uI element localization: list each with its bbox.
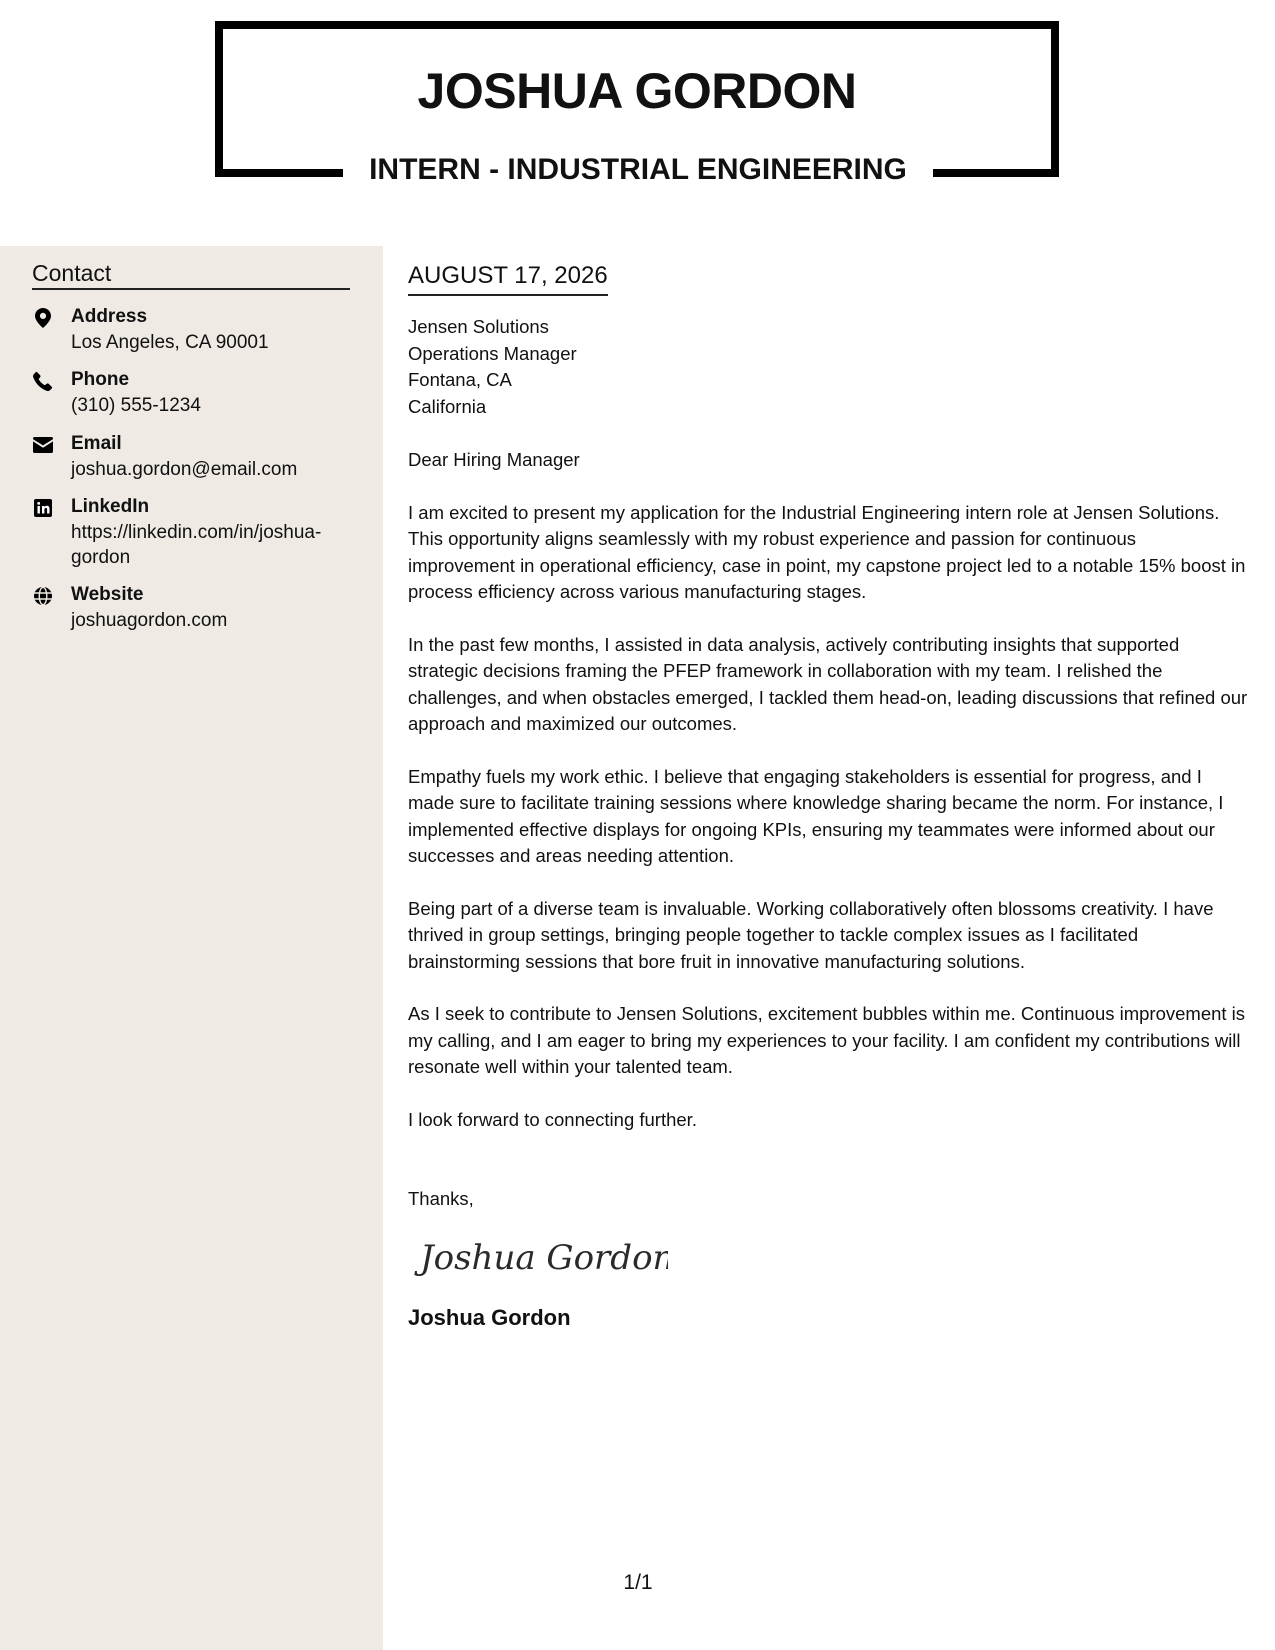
envelope-icon [32,434,54,456]
job-title: INTERN - INDUSTRIAL ENGINEERING [369,153,907,186]
signature-glyphs: Joshua Gordon [420,1237,668,1278]
applicant-name: JOSHUA GORDON [417,63,857,119]
recipient-company: Jensen Solutions [408,316,549,337]
address-value: Los Angeles, CA 90001 [71,332,269,353]
address-label: Address [71,306,148,327]
recipient-title: Operations Manager [408,342,577,364]
body-paragraph: I look forward to connecting further. [408,1108,697,1130]
website-value[interactable]: joshuagordon.com [71,610,228,631]
letter-date: AUGUST 17, 2026 [408,262,608,296]
signer-name: Joshua Gordon [408,1304,571,1330]
letter-body [408,262,1248,1331]
phone-label: Phone [71,369,130,390]
contact-heading: Contact [32,260,350,290]
recipient-block [408,314,1248,420]
email-label: Email [71,433,122,454]
header-frame-bottom-left [215,169,343,177]
recipient-city: Fontana, CA [408,369,512,390]
linkedin-icon [32,497,54,519]
header-frame-bottom-right [933,169,1059,177]
body-paragraph: Being part of a diverse team is invaluable. Working collaboratively often blossoms creativity. I have thrived in group settings, bringing people together to tackle complex issues as I facilitated brainstorming sessions that bore fruit in innovative manufacturing solutions. [408,897,1214,972]
body-paragraph: In the past few months, I assisted in data analysis, actively contributing insights that supported strategic decisions framing the PFEP framework in collaboration with my team. I relished the challenges, and when obstacles emerged, I tackled them head-on, leading discussions that refined our approach and maximized our outcomes. [408,633,1248,734]
body-paragraph: Empathy fuels my work ethic. I believe that engaging stakeholders is essential for progress, and I made sure to facilitate training sessions where knowledge sharing became the norm. For instance, I implemented effective displays for ongoing KPIs, ensuring my teammates were informed about our successes and areas needing attention. [408,765,1224,866]
salutation: Dear Hiring Manager [408,449,580,470]
page-number: 1/1 [623,1571,653,1594]
location-pin-icon [32,307,54,329]
closing: Thanks, [408,1188,474,1209]
phone-value: (310) 555-1234 [71,395,201,416]
signature-image [408,1227,668,1287]
body-paragraph: As I seek to contribute to Jensen Solutions, excitement bubbles within me. Continuous improvement is my calling, and I am eager to bring my experiences to your facility. I am confident my contributions will resonate well within your talented team. [408,1003,1246,1077]
recipient-state: California [408,395,487,417]
website-label: Website [71,584,144,605]
globe-icon [32,585,54,607]
email-value: joshua.gordon@email.com [71,459,298,480]
phone-icon [32,370,54,392]
linkedin-value[interactable]: https://linkedin.com/in/joshua-gordon [71,522,322,568]
linkedin-label: LinkedIn [71,496,150,517]
body-paragraph: I am excited to present my application for the Industrial Engineering intern role at Jensen Solutions. This opportunity aligns seamlessly with my robust experience and passion for continuous improvement in operational efficiency, case in point, my capstone project led to a notable 15% boost in process efficiency across various manufacturing stages. [408,501,1246,602]
